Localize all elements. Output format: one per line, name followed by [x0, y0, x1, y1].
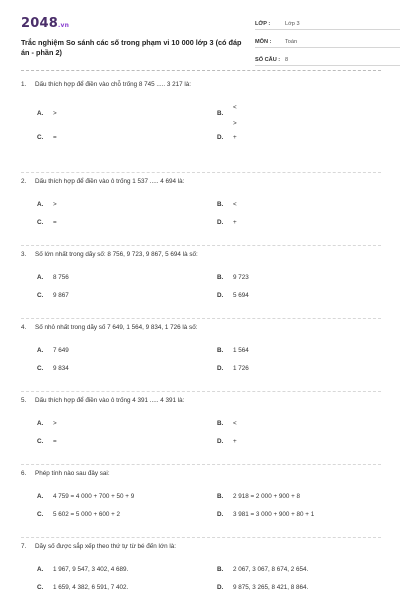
meta-row-subject [255, 32, 400, 48]
option-text: 7 649 [53, 347, 69, 354]
option-letter: B. [217, 201, 224, 208]
question-text: Dấu thích hợp để điền vào ô trống 1 537 ..... 4 694 là: [35, 178, 185, 185]
question-text: Dấu thích hợp để điền vào chỗ trống 8 745 ..... 3 217 là: [35, 81, 192, 88]
option-text: 9 834 [53, 365, 69, 372]
option-letter: C. [37, 584, 44, 591]
question-number: 4. [21, 324, 27, 331]
option-letter: A. [37, 274, 44, 281]
option-c[interactable] [21, 134, 201, 141]
option-text: = [53, 134, 57, 141]
question-text: Dãy số được sắp xếp theo thứ tự từ bé đến lớn là: [35, 543, 176, 550]
option-letter: C. [37, 365, 44, 372]
meta-label: MÔN : [255, 39, 272, 45]
option-d[interactable] [201, 134, 381, 141]
page-title: Trắc nghiệm So sánh các số trong phạm vi 10 000 lớp 3 (có đáp án - phần 2) [21, 38, 242, 57]
option-a[interactable] [21, 201, 201, 208]
option-letter: D. [217, 584, 224, 591]
question-stem [21, 470, 381, 481]
option-a[interactable] [21, 493, 201, 500]
question-stem [21, 178, 381, 189]
option-b[interactable] [201, 566, 381, 573]
question-number: 5. [21, 397, 27, 404]
option-b[interactable] [201, 201, 381, 208]
option-letter: A. [37, 347, 44, 354]
option-d[interactable] [201, 438, 381, 445]
question-4 [21, 319, 381, 391]
option-a[interactable] [21, 347, 201, 354]
logo-suffix: .vn [57, 22, 70, 29]
option-text: 1 967, 9 547, 3 402, 4 689. [53, 566, 129, 573]
option-text: 9 875, 3 265, 8 421, 8 864. [233, 584, 309, 591]
meta-value: Toán [285, 39, 298, 45]
option-text: + [233, 219, 237, 226]
option-text: > [53, 110, 57, 117]
option-letter: D. [217, 365, 224, 372]
option-d[interactable] [201, 219, 381, 226]
option-letter: A. [37, 420, 44, 427]
meta-value: 8 [285, 57, 289, 63]
question-text: Số nhỏ nhất trong dãy số 7 649, 1 564, 9 834, 1 726 là số: [35, 324, 198, 331]
question-stem [21, 397, 381, 408]
option-c[interactable] [21, 365, 201, 372]
question-6 [21, 465, 381, 537]
option-text: 9 723 [233, 274, 249, 281]
option-letter: C. [37, 292, 44, 299]
option-text: 2 918 = 2 000 + 900 + 8 [233, 493, 301, 500]
option-text: 8 756 [53, 274, 69, 281]
option-text: = [53, 438, 57, 445]
option-b[interactable] [201, 493, 381, 500]
logo-text: 2048 [21, 16, 58, 31]
question-number: 3. [21, 251, 27, 258]
meta-row-class [255, 14, 400, 30]
option-text: 5 602 = 5 000 + 600 + 2 [53, 511, 121, 518]
option-letter: B. [217, 493, 224, 500]
option-text: < [233, 420, 237, 427]
question-3 [21, 246, 381, 318]
meta-value: Lớp 3 [285, 21, 300, 27]
option-b[interactable] [201, 420, 381, 427]
option-a[interactable] [21, 103, 201, 129]
option-text: 4 759 = 4 000 + 700 + 50 + 9 [53, 493, 135, 500]
option-letter: A. [37, 493, 44, 500]
option-letter: D. [217, 511, 224, 518]
option-d[interactable] [201, 365, 381, 372]
question-number: 1. [21, 81, 27, 88]
option-letter: D. [217, 438, 224, 445]
header-divider [21, 70, 381, 71]
option-letter: C. [37, 134, 44, 141]
option-letter: D. [217, 292, 224, 299]
option-b[interactable] [201, 274, 381, 281]
question-number: 7. [21, 543, 27, 550]
question-stem [21, 81, 381, 92]
option-text: 3 981 = 3 000 + 900 + 80 + 1 [233, 511, 315, 518]
site-logo[interactable] [21, 16, 69, 31]
question-stem [21, 324, 381, 335]
question-number: 2. [21, 178, 27, 185]
option-text: < [233, 201, 237, 208]
question-stem [21, 543, 381, 554]
option-text: 1 659, 4 382, 6 591, 7 402. [53, 584, 129, 591]
question-number: 6. [21, 470, 27, 477]
question-text: Dấu thích hợp để điền vào ô trống 4 391 ..... 4 391 là: [35, 397, 185, 404]
option-a[interactable] [21, 566, 201, 573]
question-2 [21, 173, 381, 245]
meta-label: SỐ CÂU : [255, 57, 281, 63]
option-text: > [53, 201, 57, 208]
option-letter: A. [37, 201, 44, 208]
question-text: Phép tính nào sau đây sai: [35, 470, 110, 477]
option-c[interactable] [21, 438, 201, 445]
option-letter: A. [37, 566, 44, 573]
option-letter: B. [217, 566, 224, 573]
page-header [21, 14, 381, 68]
option-text: = [53, 219, 57, 226]
option-d[interactable] [201, 584, 381, 591]
option-c[interactable] [21, 219, 201, 226]
option-text: 1 726 [233, 365, 249, 372]
option-b[interactable] [201, 103, 381, 129]
option-letter: B. [217, 420, 224, 427]
option-c[interactable] [21, 292, 201, 299]
option-b[interactable] [201, 347, 381, 354]
meta-row-count [255, 50, 400, 66]
question-7 [21, 538, 381, 605]
option-letter: D. [217, 134, 224, 141]
option-c[interactable] [21, 511, 201, 518]
option-letter: C. [37, 511, 44, 518]
option-text-2: > [233, 120, 237, 127]
option-letter: B. [217, 110, 224, 117]
question-list [21, 81, 381, 605]
option-text: + [233, 438, 237, 445]
option-d[interactable] [201, 292, 381, 299]
option-text: 5 694 [233, 292, 249, 299]
option-letter: D. [217, 219, 224, 226]
option-d[interactable] [201, 511, 381, 518]
meta-label: LỚP : [255, 21, 271, 27]
option-text: 2 067, 3 067, 8 674, 2 654. [233, 566, 309, 573]
option-c[interactable] [21, 584, 201, 591]
question-text: Số lớn nhất trong dãy số: 8 756, 9 723, 9 867, 5 694 là số: [35, 251, 198, 258]
question-5 [21, 392, 381, 464]
option-letter: C. [37, 438, 44, 445]
option-text: < [233, 104, 237, 111]
option-letter: B. [217, 274, 224, 281]
option-letter: B. [217, 347, 224, 354]
option-letter: A. [37, 110, 44, 117]
question-stem [21, 251, 381, 262]
option-text: + [233, 134, 237, 141]
meta-box [255, 14, 400, 68]
option-a[interactable] [21, 274, 201, 281]
option-text: 1 564 [233, 347, 249, 354]
option-a[interactable] [21, 420, 201, 427]
option-text: 9 867 [53, 292, 69, 299]
option-letter: C. [37, 219, 44, 226]
question-1 [21, 81, 381, 172]
option-text: > [53, 420, 57, 427]
